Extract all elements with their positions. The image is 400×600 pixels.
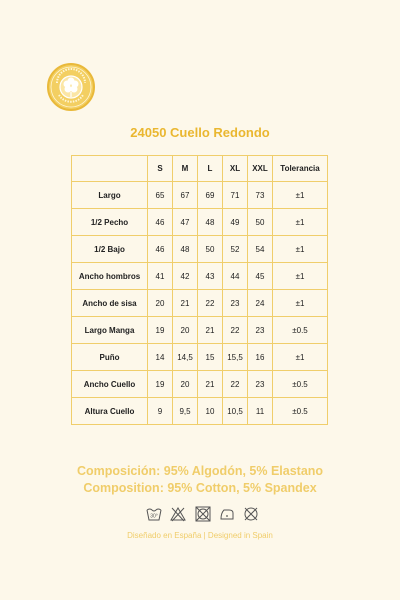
size-value-cell: 15,5 xyxy=(223,344,248,371)
header-corner xyxy=(72,156,148,182)
tolerance-cell: ±1 xyxy=(273,344,328,371)
table-row xyxy=(72,344,328,371)
size-value-cell: 49 xyxy=(223,209,248,236)
wash-30-icon xyxy=(145,505,163,523)
care-instructions xyxy=(145,505,260,523)
size-value-cell: 23 xyxy=(248,371,273,398)
header-cell: M xyxy=(173,156,198,182)
tolerance-cell: ±0.5 xyxy=(273,317,328,344)
size-value-cell: 22 xyxy=(223,371,248,398)
size-value-cell: 69 xyxy=(198,182,223,209)
size-value-cell: 50 xyxy=(198,236,223,263)
size-value-cell: 14 xyxy=(148,344,173,371)
row-label: Largo xyxy=(72,182,148,209)
size-value-cell: 65 xyxy=(148,182,173,209)
size-value-cell: 22 xyxy=(198,290,223,317)
size-value-cell: 11 xyxy=(248,398,273,425)
size-value-cell: 67 xyxy=(173,182,198,209)
row-label: Puño xyxy=(72,344,148,371)
size-value-cell: 22 xyxy=(223,317,248,344)
row-label: Ancho de sisa xyxy=(72,290,148,317)
header-cell: Tolerancia xyxy=(273,156,328,182)
row-label: Ancho Cuello xyxy=(72,371,148,398)
size-value-cell: 16 xyxy=(248,344,273,371)
size-value-cell: 46 xyxy=(148,209,173,236)
iron-low-icon xyxy=(218,505,236,523)
size-table xyxy=(71,155,328,425)
table-row xyxy=(72,236,328,263)
cotton-flower-icon xyxy=(49,65,93,109)
size-value-cell: 19 xyxy=(148,317,173,344)
size-value-cell: 23 xyxy=(223,290,248,317)
table-row xyxy=(72,290,328,317)
size-value-cell: 21 xyxy=(173,290,198,317)
tolerance-cell: ±1 xyxy=(273,209,328,236)
size-value-cell: 15 xyxy=(198,344,223,371)
size-value-cell: 71 xyxy=(223,182,248,209)
size-value-cell: 10 xyxy=(198,398,223,425)
row-label: Ancho hombros xyxy=(72,263,148,290)
size-value-cell: 48 xyxy=(173,236,198,263)
row-label: Altura Cuello xyxy=(72,398,148,425)
size-value-cell: 19 xyxy=(148,371,173,398)
size-value-cell: 14,5 xyxy=(173,344,198,371)
row-label: 1/2 Pecho xyxy=(72,209,148,236)
designed-in-footer: Diseñado en España | Designed in Spain xyxy=(127,531,273,540)
product-title: 24050 Cuello Redondo xyxy=(130,125,270,140)
size-value-cell: 48 xyxy=(198,209,223,236)
size-value-cell: 20 xyxy=(173,317,198,344)
size-value-cell: 41 xyxy=(148,263,173,290)
size-value-cell: 52 xyxy=(223,236,248,263)
header-cell: XL xyxy=(223,156,248,182)
size-value-cell: 23 xyxy=(248,317,273,344)
size-value-cell: 42 xyxy=(173,263,198,290)
composition-en: Composition: 95% Cotton, 5% Spandex xyxy=(83,481,317,495)
size-value-cell: 73 xyxy=(248,182,273,209)
row-label: 1/2 Bajo xyxy=(72,236,148,263)
size-value-cell: 45 xyxy=(248,263,273,290)
wash-temp-label: 30° xyxy=(150,513,158,520)
header-cell: S xyxy=(148,156,173,182)
size-value-cell: 43 xyxy=(198,263,223,290)
header-cell: L xyxy=(198,156,223,182)
table-row xyxy=(72,263,328,290)
header-cell: XXL xyxy=(248,156,273,182)
tolerance-cell: ±0.5 xyxy=(273,398,328,425)
size-value-cell: 47 xyxy=(173,209,198,236)
size-value-cell: 50 xyxy=(248,209,273,236)
size-value-cell: 20 xyxy=(173,371,198,398)
table-row xyxy=(72,371,328,398)
composition-es: Composición: 95% Algodón, 5% Elastano xyxy=(76,464,324,478)
size-value-cell: 10,5 xyxy=(223,398,248,425)
size-value-cell: 9 xyxy=(148,398,173,425)
table-row xyxy=(72,209,328,236)
tolerance-cell: ±1 xyxy=(273,290,328,317)
size-value-cell: 21 xyxy=(198,317,223,344)
tolerance-cell: ±1 xyxy=(273,236,328,263)
no-dry-clean-icon xyxy=(242,505,260,523)
no-bleach-icon xyxy=(169,505,187,523)
cotton-logo-badge xyxy=(47,63,95,111)
table-header-row xyxy=(72,156,328,182)
size-value-cell: 9,5 xyxy=(173,398,198,425)
tolerance-cell: ±1 xyxy=(273,182,328,209)
size-value-cell: 54 xyxy=(248,236,273,263)
size-value-cell: 44 xyxy=(223,263,248,290)
size-value-cell: 24 xyxy=(248,290,273,317)
table-row xyxy=(72,317,328,344)
tolerance-cell: ±1 xyxy=(273,263,328,290)
no-tumble-dry-icon xyxy=(194,505,212,523)
tolerance-cell: ±0.5 xyxy=(273,371,328,398)
size-value-cell: 46 xyxy=(148,236,173,263)
size-value-cell: 21 xyxy=(198,371,223,398)
table-row xyxy=(72,182,328,209)
row-label: Largo Manga xyxy=(72,317,148,344)
size-value-cell: 20 xyxy=(148,290,173,317)
table-row xyxy=(72,398,328,425)
